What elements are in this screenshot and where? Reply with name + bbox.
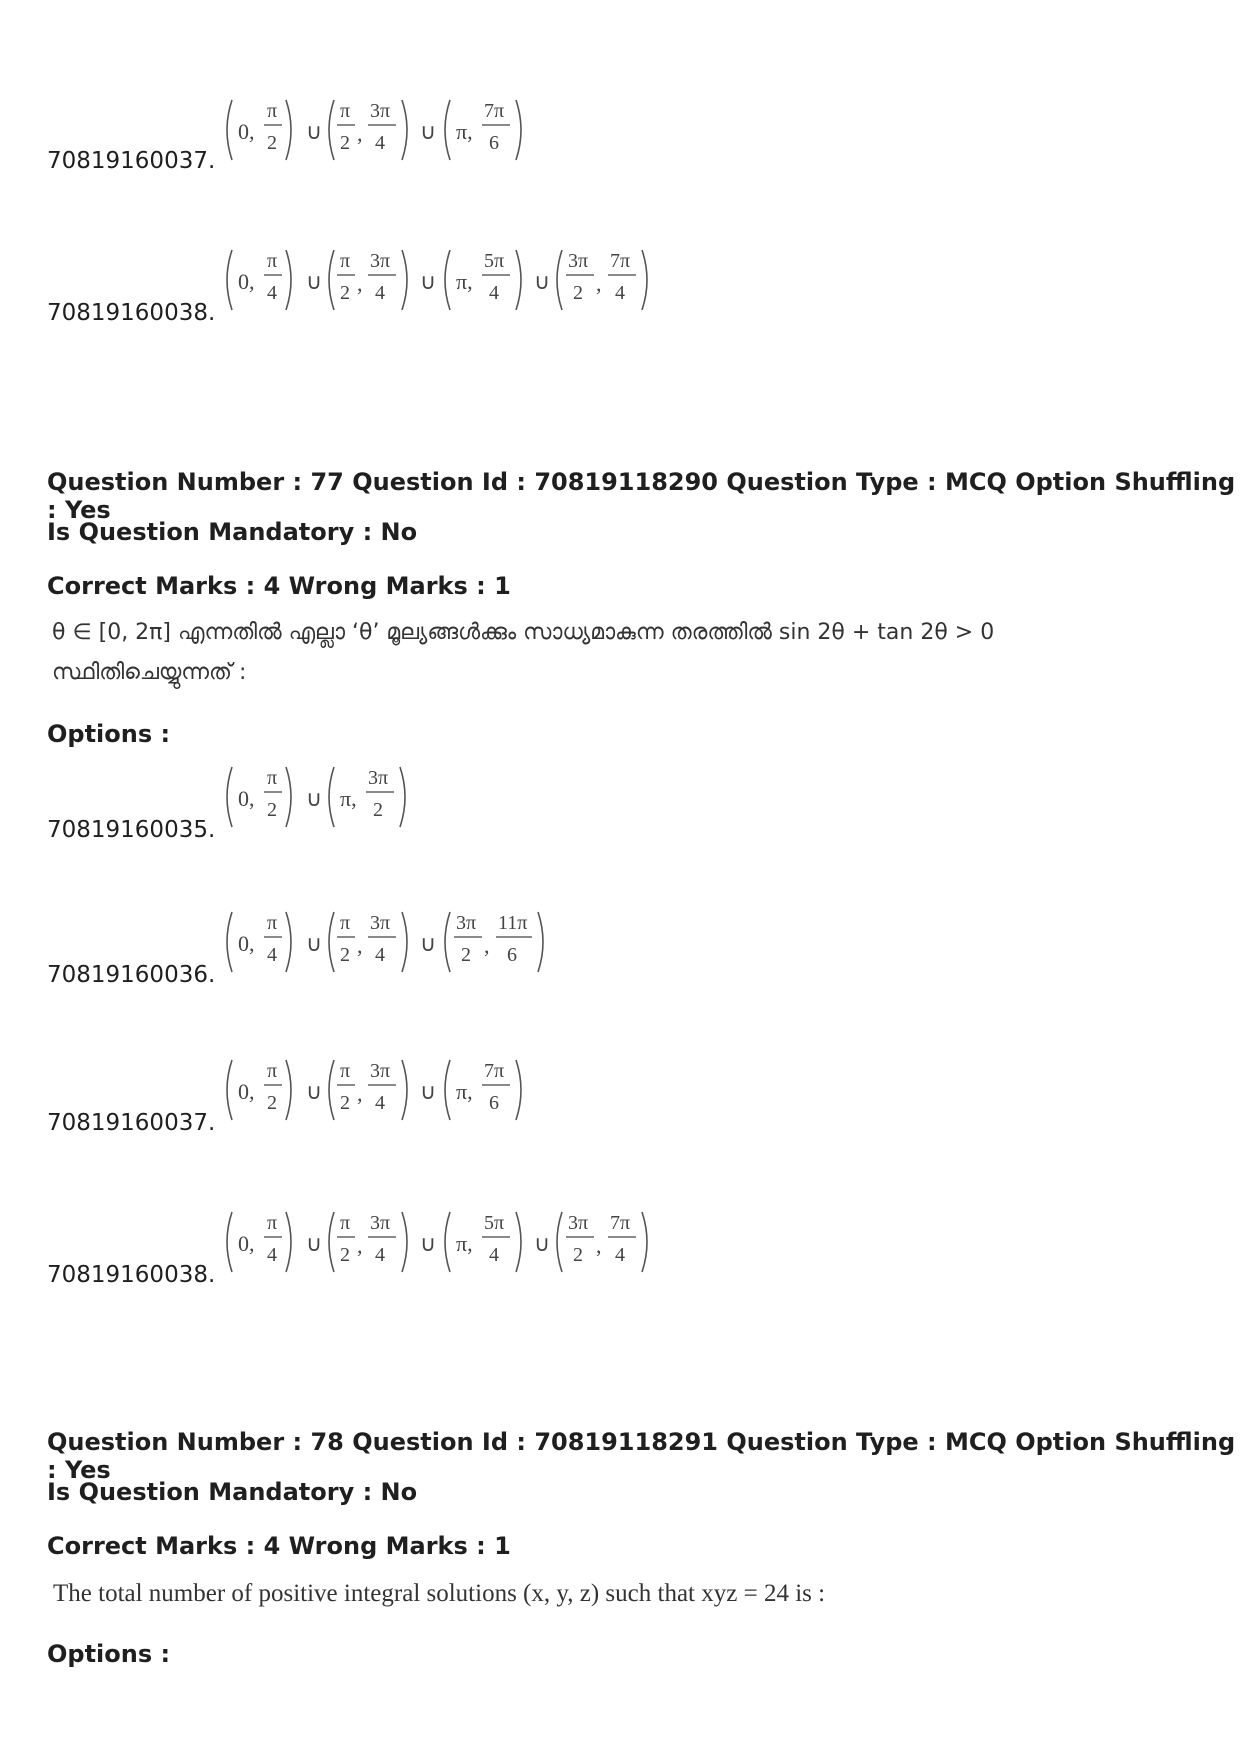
- svg-text:2: 2: [267, 132, 277, 154]
- options-label: Options :: [47, 1640, 171, 1668]
- svg-text:4: 4: [267, 1244, 277, 1266]
- question-text: The total number of positive integral solutions (x, y, z) such that xyz = 24 is :: [53, 1580, 826, 1607]
- option-expression: [222, 1207, 802, 1281]
- svg-text:2: 2: [573, 282, 583, 304]
- svg-text:2: 2: [461, 944, 471, 966]
- svg-text:3π: 3π: [370, 912, 391, 934]
- svg-text:π: π: [267, 250, 278, 272]
- svg-text:2: 2: [340, 944, 350, 966]
- svg-text:3π: 3π: [568, 250, 589, 272]
- svg-text:3π: 3π: [368, 767, 389, 789]
- svg-text:∪: ∪: [306, 269, 323, 294]
- svg-text:,: ,: [357, 933, 363, 958]
- option-id: 70819160035.: [47, 817, 216, 843]
- svg-text:∪: ∪: [420, 1079, 437, 1104]
- option-expression: [222, 1055, 642, 1129]
- svg-text:7π: 7π: [610, 250, 631, 272]
- svg-text:π,: π,: [340, 786, 357, 811]
- svg-text:4: 4: [375, 132, 385, 154]
- svg-text:∪: ∪: [306, 931, 323, 956]
- svg-text:2: 2: [340, 282, 350, 304]
- svg-text:0,: 0,: [238, 1079, 255, 1104]
- svg-text:4: 4: [375, 944, 385, 966]
- svg-text:π,: π,: [456, 1079, 473, 1104]
- svg-text:11π: 11π: [498, 912, 528, 934]
- svg-text:,: ,: [596, 271, 602, 296]
- svg-text:4: 4: [615, 1244, 625, 1266]
- option-id: 70819160036.: [47, 962, 216, 988]
- svg-text:π: π: [340, 250, 351, 272]
- question-header: Question Number : 77 Question Id : 70819118290 Question Type : MCQ Option Shuffling : Yes: [47, 468, 1236, 524]
- svg-text:2: 2: [267, 799, 277, 821]
- question-text-line1: θ ∈ [0, 2π] എന്നതിൽ എല്ലാ ‘θ’ മൂല്യങ്ങൾക്കും സാധ്യമാകുന്ന തരത്തിൽ sin 2θ + tan 2θ > 0: [52, 620, 995, 645]
- svg-text:∪: ∪: [420, 931, 437, 956]
- option-expression: [222, 762, 482, 836]
- svg-text:4: 4: [375, 282, 385, 304]
- option-expression: [222, 245, 802, 319]
- svg-text:π,: π,: [456, 1231, 473, 1256]
- svg-text:0,: 0,: [238, 269, 255, 294]
- svg-text:6: 6: [507, 944, 517, 966]
- svg-text:2: 2: [373, 799, 383, 821]
- svg-text:3π: 3π: [370, 100, 391, 122]
- option-id: 70819160037.: [47, 1110, 216, 1136]
- svg-text:π: π: [267, 1060, 278, 1082]
- svg-text:∪: ∪: [306, 786, 323, 811]
- svg-text:7π: 7π: [484, 100, 505, 122]
- svg-text:∪: ∪: [420, 1231, 437, 1256]
- svg-text:4: 4: [267, 282, 277, 304]
- svg-text:,: ,: [357, 271, 363, 296]
- svg-text:∪: ∪: [306, 119, 323, 144]
- svg-text:,: ,: [357, 1081, 363, 1106]
- svg-text:π: π: [267, 1212, 278, 1234]
- svg-text:2: 2: [573, 1244, 583, 1266]
- svg-text:2: 2: [267, 1092, 277, 1114]
- question-text-line2: സ്ഥിതിചെയ്യുന്നത് :: [52, 660, 247, 685]
- svg-text:∪: ∪: [534, 1231, 551, 1256]
- svg-text:π,: π,: [456, 119, 473, 144]
- svg-text:π: π: [340, 912, 351, 934]
- svg-text:4: 4: [375, 1092, 385, 1114]
- svg-text:4: 4: [267, 944, 277, 966]
- svg-text:2: 2: [340, 1244, 350, 1266]
- svg-text:4: 4: [615, 282, 625, 304]
- svg-text:,: ,: [357, 121, 363, 146]
- svg-text:π: π: [340, 100, 351, 122]
- option-id: 70819160038.: [47, 1262, 216, 1288]
- question-mandatory: Is Question Mandatory : No: [47, 1478, 418, 1506]
- svg-text:,: ,: [357, 1233, 363, 1258]
- svg-text:7π: 7π: [610, 1212, 631, 1234]
- svg-text:2: 2: [340, 1092, 350, 1114]
- svg-text:0,: 0,: [238, 786, 255, 811]
- svg-text:π: π: [267, 912, 278, 934]
- svg-text:5π: 5π: [484, 1212, 505, 1234]
- svg-text:3π: 3π: [568, 1212, 589, 1234]
- svg-text:π,: π,: [456, 269, 473, 294]
- svg-text:3π: 3π: [456, 912, 477, 934]
- svg-text:∪: ∪: [306, 1231, 323, 1256]
- question-marks: Correct Marks : 4 Wrong Marks : 1: [47, 572, 511, 600]
- svg-text:∪: ∪: [306, 1079, 323, 1104]
- svg-text:5π: 5π: [484, 250, 505, 272]
- svg-text:,: ,: [484, 933, 490, 958]
- svg-text:π: π: [340, 1212, 351, 1234]
- svg-text:3π: 3π: [370, 1060, 391, 1082]
- svg-text:6: 6: [489, 1092, 499, 1114]
- option-expression: [222, 95, 642, 169]
- question-marks: Correct Marks : 4 Wrong Marks : 1: [47, 1532, 511, 1560]
- svg-text:3π: 3π: [370, 250, 391, 272]
- option-id: 70819160037.: [47, 148, 216, 174]
- svg-text:0,: 0,: [238, 931, 255, 956]
- svg-text:,: ,: [596, 1233, 602, 1258]
- svg-text:4: 4: [489, 282, 499, 304]
- svg-text:2: 2: [340, 132, 350, 154]
- svg-text:π: π: [267, 100, 278, 122]
- svg-text:∪: ∪: [534, 269, 551, 294]
- svg-text:π: π: [267, 767, 278, 789]
- svg-text:4: 4: [375, 1244, 385, 1266]
- option-expression: [222, 907, 662, 981]
- svg-text:∪: ∪: [420, 119, 437, 144]
- option-id: 70819160038.: [47, 300, 216, 326]
- svg-text:0,: 0,: [238, 1231, 255, 1256]
- svg-text:7π: 7π: [484, 1060, 505, 1082]
- svg-text:π: π: [340, 1060, 351, 1082]
- question-mandatory: Is Question Mandatory : No: [47, 518, 418, 546]
- options-label: Options :: [47, 720, 171, 748]
- question-header: Question Number : 78 Question Id : 70819118291 Question Type : MCQ Option Shuffling : Yes: [47, 1428, 1236, 1484]
- svg-text:3π: 3π: [370, 1212, 391, 1234]
- svg-text:6: 6: [489, 132, 499, 154]
- svg-text:0,: 0,: [238, 119, 255, 144]
- svg-text:4: 4: [489, 1244, 499, 1266]
- svg-text:∪: ∪: [420, 269, 437, 294]
